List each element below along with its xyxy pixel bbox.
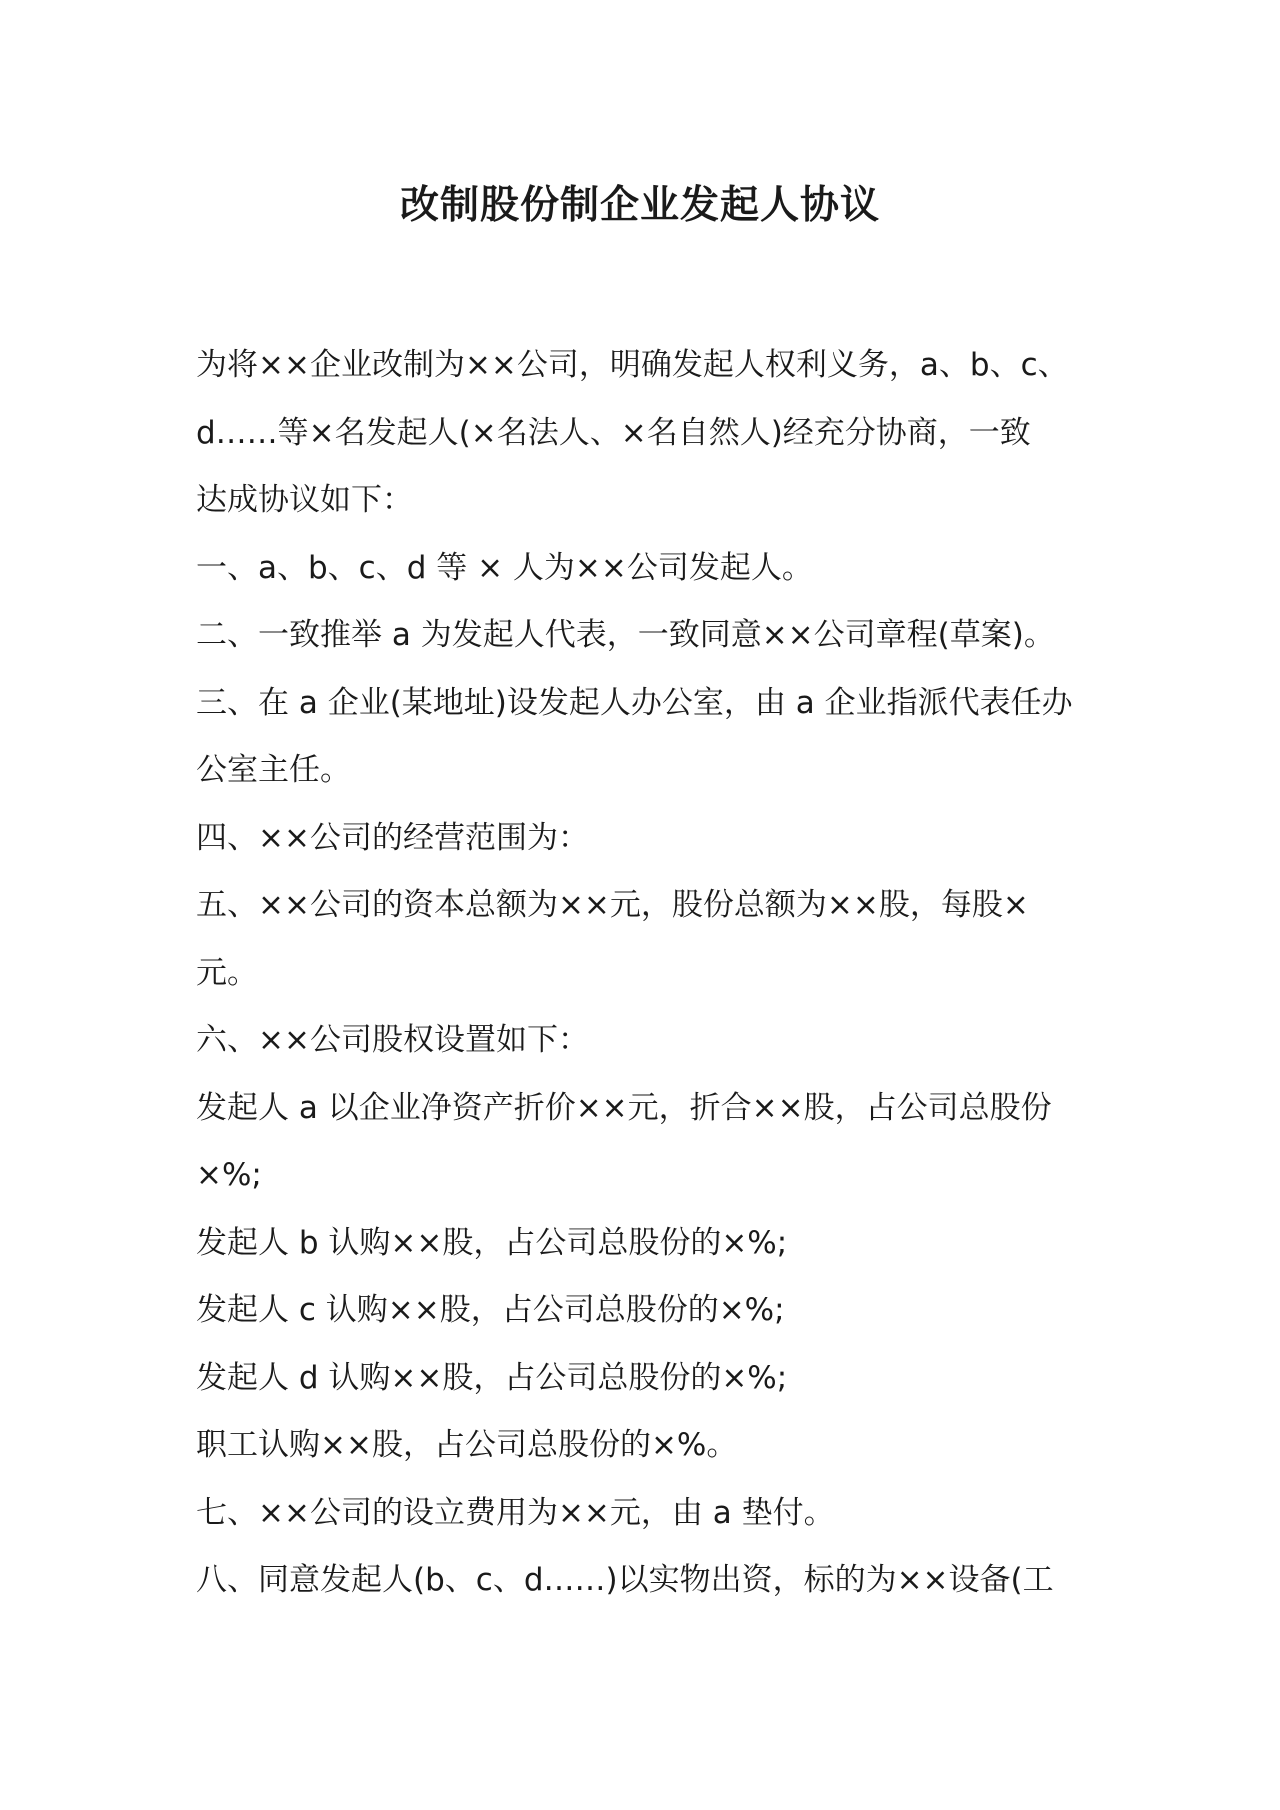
share-item-staff: 职工认购××股，占公司总股份的×%。 bbox=[196, 1427, 738, 1463]
document-title: 改制股份制企业发起人协议 bbox=[399, 183, 880, 228]
body-line-1: 为将××企业改制为××公司，明确发起人权利义务，a、b、c、 bbox=[196, 347, 1069, 383]
clause-4: 四、××公司的经营范围为： bbox=[196, 819, 589, 856]
clause-3-line-1: 三、在 a 企业(某地址)设发起人办公室，由 a 企业指派代表任办 bbox=[196, 684, 1073, 721]
clause-3-line-2: 公室主任。 bbox=[196, 752, 351, 788]
body-line-3: 达成协议如下： bbox=[196, 482, 413, 518]
clause-7: 七、××公司的设立费用为××元，由 a 垫付。 bbox=[196, 1494, 835, 1531]
clause-5-line-2: 元。 bbox=[196, 954, 258, 991]
clause-6: 六、××公司股权设置如下： bbox=[196, 1022, 589, 1058]
clause-8: 八、同意发起人(b、c、d……)以实物出资，标的为××设备(工 bbox=[196, 1562, 1054, 1598]
body-line-2: d……等×名发起人(×名法人、×名自然人)经充分协商，一致 bbox=[196, 414, 1031, 451]
clause-2: 二、一致推举 a 为发起人代表，一致同意××公司章程(草案)。 bbox=[196, 617, 1055, 653]
document-body bbox=[196, 332, 1096, 1615]
share-item-b: 发起人 b 认购××股，占公司总股份的×%; bbox=[196, 1224, 788, 1261]
share-item-c: 发起人 c 认购××股，占公司总股份的×%; bbox=[196, 1292, 785, 1328]
share-item-a-line-1: 发起人 a 以企业净资产折价××元，折合××股，占公司总股份 bbox=[196, 1089, 1052, 1126]
share-item-a-line-2: ×%; bbox=[196, 1157, 262, 1193]
clause-5-line-1: 五、××公司的资本总额为××元，股份总额为××股，每股× bbox=[196, 887, 1029, 923]
clause-1: 一、a、b、c、d 等 × 人为××公司发起人。 bbox=[196, 549, 813, 586]
share-item-d: 发起人 d 认购××股，占公司总股份的×%; bbox=[196, 1359, 788, 1396]
